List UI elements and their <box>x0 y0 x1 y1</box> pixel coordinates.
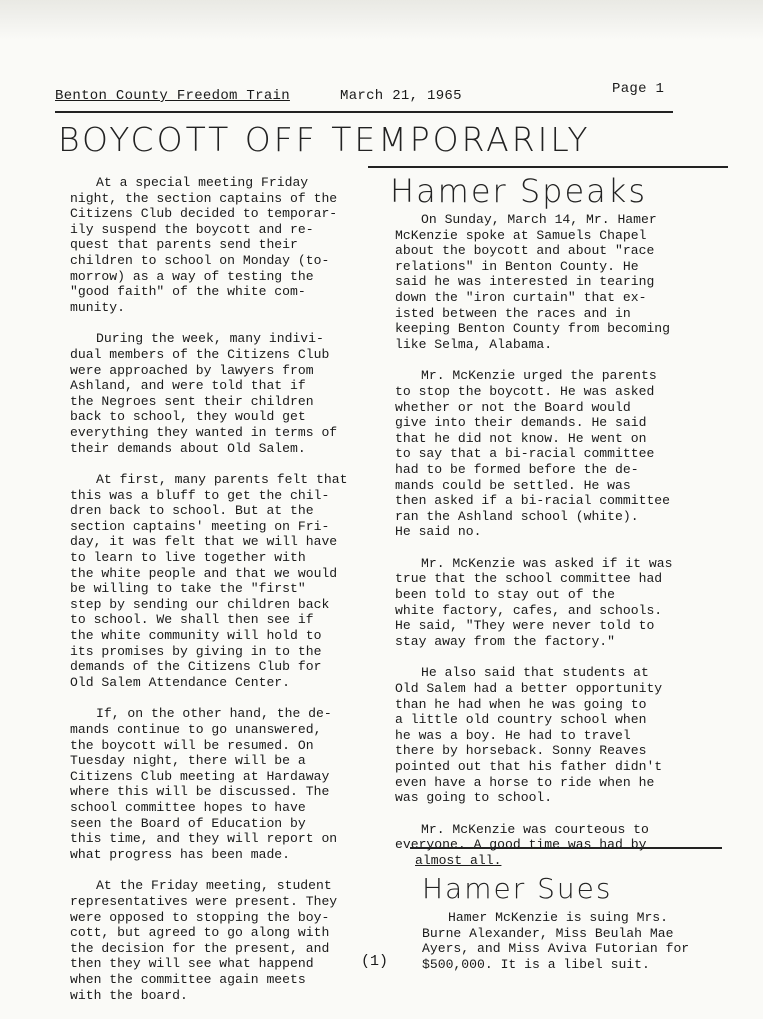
article-paragraph: At a special meeting Friday night, the section captains of the Citizens Club decided to temporar- ily suspend the boycott and re- quest that parents send their children to school on Monday (to- morrow) as a way of testing the "good faith" of the white com- munity. <box>70 175 338 315</box>
main-headline: BOYCOTT OFF TEMPORARILY <box>58 120 591 159</box>
article-paragraph: At first, many parents felt that this was a bluff to get the chil- dren back to school. But at the section captains' meeting on Fri- day, it was felt that we will have to learn to live together with the white people and that we would be willing to take the "first" step by sending our children back to school. We shall then see if the white community will hold to its promises by giving in to the demands of the Citizens Club for Old Salem Attendance Center. <box>70 472 348 690</box>
article-paragraph: Mr. McKenzie was asked if it was true that the school committee had been told to stay out of the white factory, cafes, and schools. He said, "They were never told to stay away from the factory." <box>395 555 673 649</box>
article-paragraph: On Sunday, March 14, Mr. Hamer McKenzie spoke at Samuels Chapel about the boycott and about "race relations" in Benton County. He said he was interested in tearing down the "iron curtain" that ex- isted between the races and in keeping Benton County from becoming like Selma, Alabama. <box>395 212 671 352</box>
article-closing: almost all. <box>415 852 502 868</box>
masthead <box>55 81 675 110</box>
hamer-speaks-article <box>395 212 735 869</box>
article-paragraph: Hamer McKenzie is suing Mrs. Burne Alexander, Miss Beulah Mae Ayers, and Miss Aviva Futorian for $500,000. It is a libel suit. <box>422 910 690 972</box>
article-paragraph: If, on the other hand, the de- mands continue to go unanswered, the boycott will be resumed. On Tuesday night, there will be a Citizens Club meeting at Hardaway where this will be discussed. The school committee hopes to have seen the Board of Education by this time, and they will report on what progress has been made. <box>70 706 338 862</box>
article-paragraph: During the week, many indivi- dual members of the Citizens Club were approached by lawyers from Ashland, and were told that if the Negroes sent their children back to school, they would get everything they wanted in terms of their demands about Old Salem. <box>70 331 338 456</box>
section-title-hamer-sues: Hamer Sues <box>422 872 613 905</box>
folio-mark: (1) <box>361 953 389 970</box>
section-title-hamer-speaks: Hamer Speaks <box>390 172 647 210</box>
section-rule <box>368 166 728 168</box>
article-paragraph: At the Friday meeting, student representatives were present. They were opposed to stopping the boy- cott, but agreed to go along with the decision for the present, and then they will see what happend when the committee again meets with the board. <box>70 878 338 1003</box>
article-paragraph: He also said that students at Old Salem had a better opportunity than he had when he was going to a little old country school when he was a boy. He had to travel there by horseback. Sonny Reaves pointed out that his father didn't even have a horse to ride when he was going to school. <box>395 665 663 806</box>
boycott-article <box>70 175 400 1019</box>
paper-name: Benton County Freedom Train <box>55 88 290 104</box>
article-paragraph: Mr. McKenzie urged the parents to stop the boycott. He was asked whether or not the Board would give into their demands. He said that he did not know. He went on to say that a bi-racial committee had to be formed before the de- mands could be settled. He was then asked if a bi-racial committee ran the Ashland school (white). He said no. <box>395 368 671 540</box>
issue-date: March 21, 1965 <box>340 88 462 104</box>
article-paragraph: Mr. McKenzie was courteous to everyone. A good time was had by <box>395 821 649 853</box>
masthead-rule <box>55 111 673 113</box>
scan-edge <box>0 0 763 40</box>
hamer-sues-article <box>422 910 742 988</box>
section-rule <box>410 847 722 849</box>
page-number: Page 1 <box>612 81 665 97</box>
